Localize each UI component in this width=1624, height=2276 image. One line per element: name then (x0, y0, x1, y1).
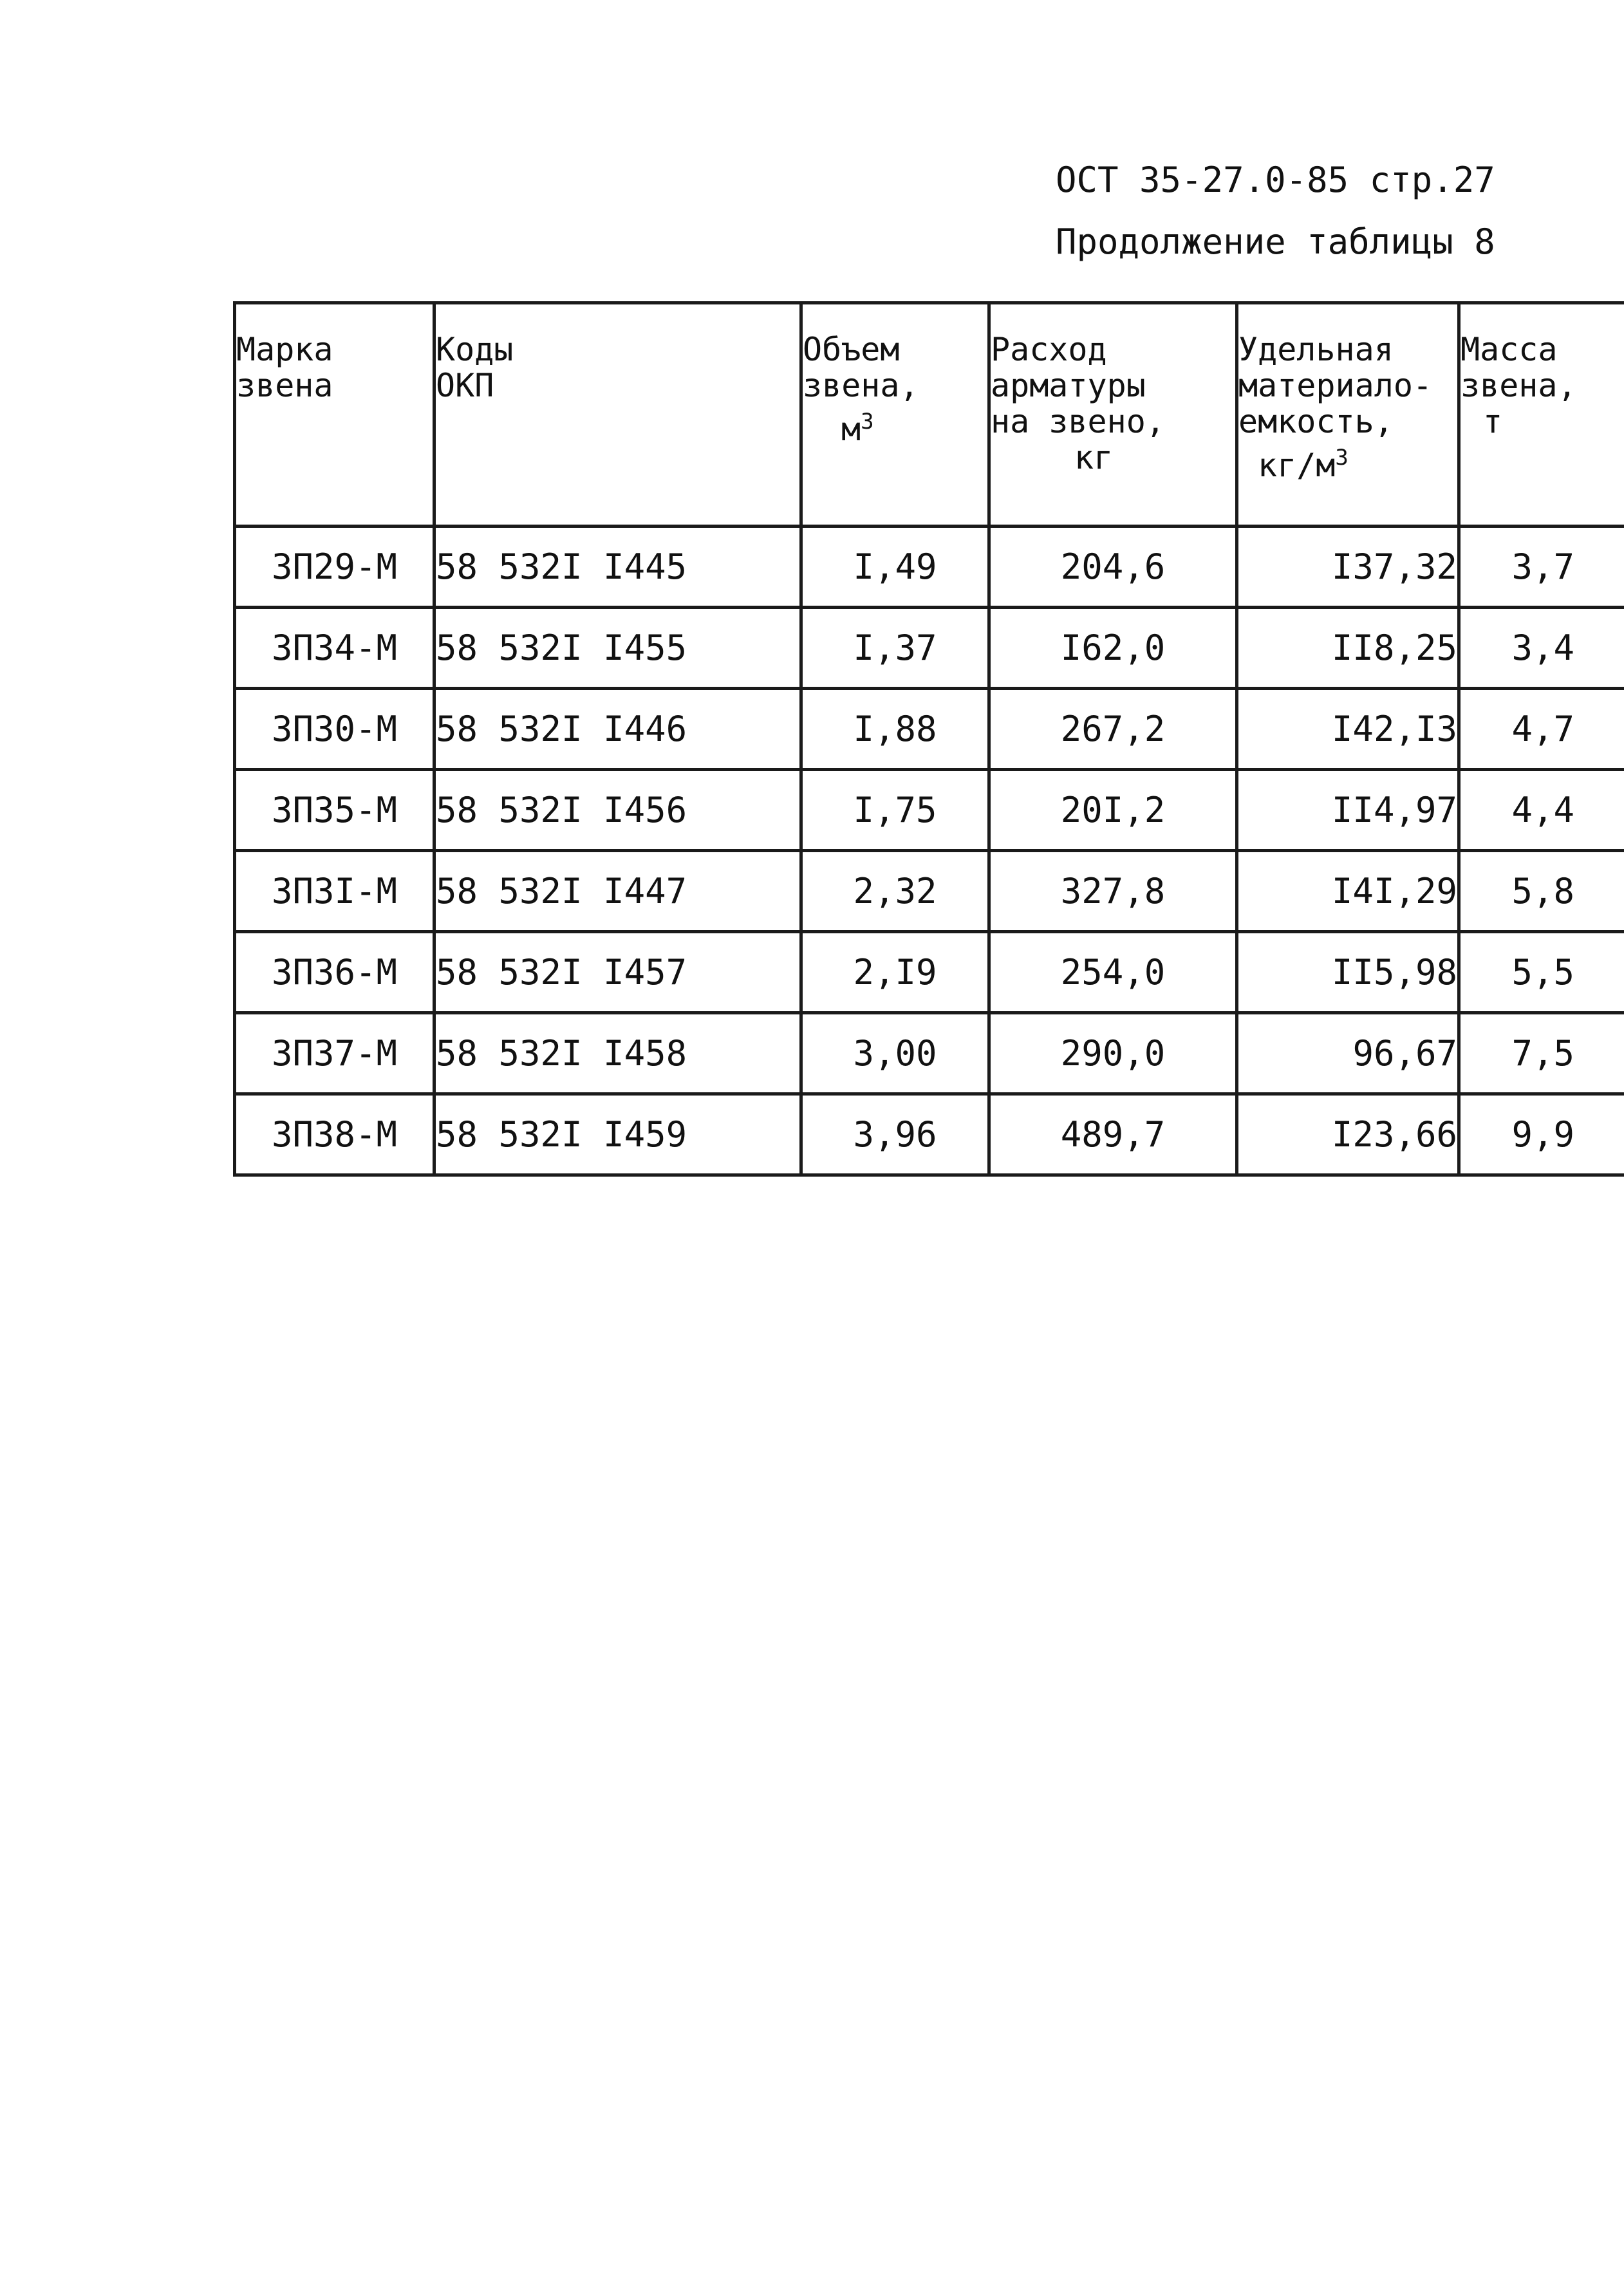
table-row (235, 689, 1624, 770)
cell-mass: 4,4 (1459, 770, 1624, 851)
table-row (235, 608, 1624, 689)
cell-intensity: II4,97 (1237, 770, 1459, 851)
cell-mark: 3П37-М (235, 1013, 434, 1094)
table-continuation-caption: Продолжение таблицы 8 (1056, 221, 1495, 262)
cell-intensity: I42,I3 (1237, 689, 1459, 770)
header-okp-codes: Коды ОКП (434, 303, 801, 527)
cell-mass: 3,4 (1459, 608, 1624, 689)
cell-rebar: I62,0 (989, 608, 1237, 689)
cell-mass: 5,8 (1459, 851, 1624, 932)
link-specification-table (233, 301, 1624, 1177)
cell-mark: 3П29-М (235, 527, 434, 608)
cell-volume: 2,I9 (801, 932, 989, 1013)
cell-mark: 3П38-М (235, 1094, 434, 1175)
cell-rebar: 254,0 (989, 932, 1237, 1013)
cell-intensity: 96,67 (1237, 1013, 1459, 1094)
cell-intensity: II8,25 (1237, 608, 1459, 689)
cell-rebar: 489,7 (989, 1094, 1237, 1175)
table-row (235, 527, 1624, 608)
table-header-row (235, 303, 1624, 527)
cell-intensity: II5,98 (1237, 932, 1459, 1013)
cell-okp-code: 58 532I I445 (434, 527, 801, 608)
table-row (235, 932, 1624, 1013)
cell-volume: I,49 (801, 527, 989, 608)
header-mark: Марка звена (235, 303, 434, 527)
header-volume: Объем звена, $м^3$ (801, 303, 989, 527)
cell-rebar: 20I,2 (989, 770, 1237, 851)
cell-rebar: 204,6 (989, 527, 1237, 608)
cell-mark: 3П34-М (235, 608, 434, 689)
header-rebar-consumption: Расход арматуры на звено, кг (989, 303, 1237, 527)
cell-okp-code: 58 532I I457 (434, 932, 801, 1013)
cell-intensity: I4I,29 (1237, 851, 1459, 932)
cell-mark: 3П30-М (235, 689, 434, 770)
table-row (235, 1094, 1624, 1175)
cell-volume: 3,96 (801, 1094, 989, 1175)
cell-mass: 9,9 (1459, 1094, 1624, 1175)
cell-okp-code: 58 532I I458 (434, 1013, 801, 1094)
document-header (1056, 158, 1495, 265)
cell-mark: 3П35-М (235, 770, 434, 851)
cell-mass: 7,5 (1459, 1013, 1624, 1094)
cell-mark: 3П3I-М (235, 851, 434, 932)
header-specific-material-intensity: Удельная материало- емкость, $кг/м^3$ (1237, 303, 1459, 527)
table-row (235, 1013, 1624, 1094)
cell-rebar: 290,0 (989, 1013, 1237, 1094)
table-row (235, 770, 1624, 851)
table-row (235, 851, 1624, 932)
cell-volume: 2,32 (801, 851, 989, 932)
cell-okp-code: 58 532I I447 (434, 851, 801, 932)
cell-volume: I,37 (801, 608, 989, 689)
cell-mass: 5,5 (1459, 932, 1624, 1013)
cell-okp-code: 58 532I I455 (434, 608, 801, 689)
cell-mass: 4,7 (1459, 689, 1624, 770)
cell-volume: I,75 (801, 770, 989, 851)
cell-okp-code: 58 532I I456 (434, 770, 801, 851)
standard-reference: ОСТ 35-27.0-85 стр.27 (1056, 160, 1495, 200)
cell-okp-code: 58 532I I446 (434, 689, 801, 770)
cell-intensity: I37,32 (1237, 527, 1459, 608)
cell-okp-code: 58 532I I459 (434, 1094, 801, 1175)
header-link-mass: Масса звена, т (1459, 303, 1624, 527)
cell-volume: I,88 (801, 689, 989, 770)
cell-rebar: 267,2 (989, 689, 1237, 770)
cell-mass: 3,7 (1459, 527, 1624, 608)
cell-intensity: I23,66 (1237, 1094, 1459, 1175)
cell-volume: 3,00 (801, 1013, 989, 1094)
cell-rebar: 327,8 (989, 851, 1237, 932)
cell-mark: 3П36-М (235, 932, 434, 1013)
